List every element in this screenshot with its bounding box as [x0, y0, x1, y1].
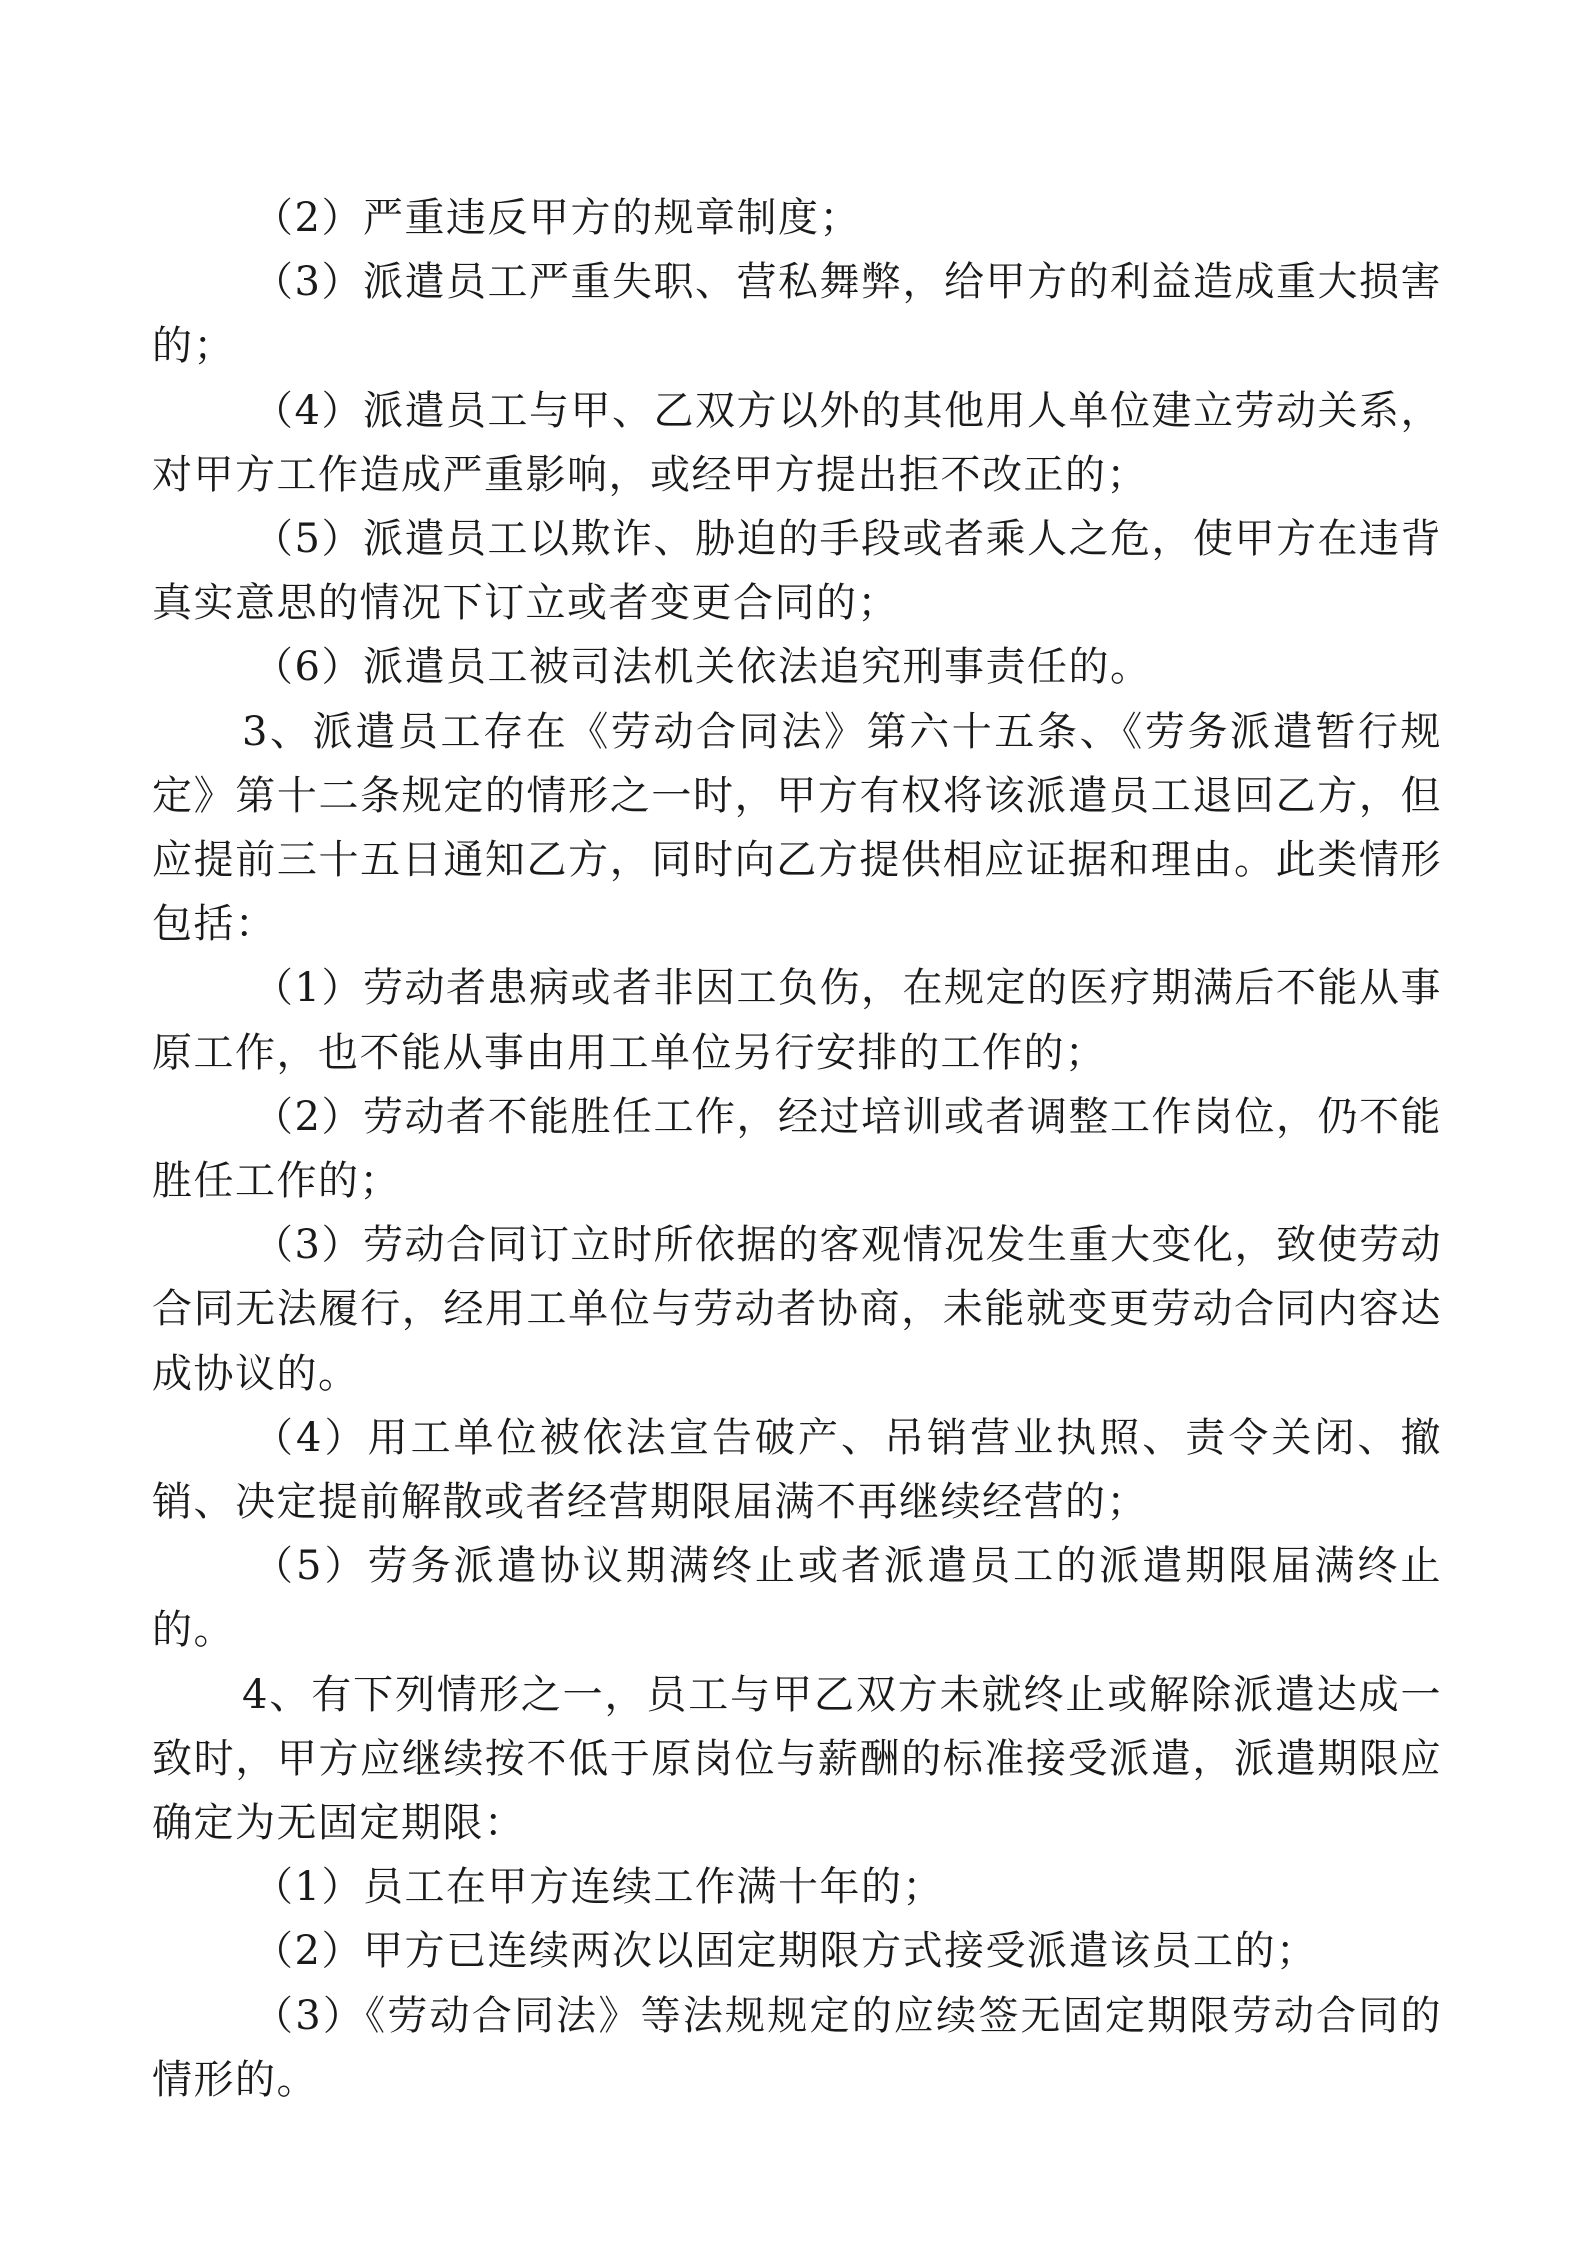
clause-3-item-2: （2）劳动者不能胜任工作，经过培训或者调整工作岗位，仍不能胜任工作的； — [152, 1093, 1442, 1205]
clause-3-item-3: （3）劳动合同订立时所依据的客观情况发生重大变化，致使劳动合同无法履行，经用工单位与劳动者协商，未能就变更劳动合同内容达成协议的。 — [152, 1222, 1442, 1397]
clause-2-item-6: （6）派遣员工被司法机关依法追究刑事责任的。 — [253, 644, 1152, 691]
clause-2-item-5: （5）派遣员工以欺诈、胁迫的手段或者乘人之危，使甲方在违背真实意思的情况下订立或者变更合同的； — [152, 516, 1442, 627]
clause-4: 4、有下列情形之一，员工与甲乙双方未就终止或解除派遣达成一致时，甲方应继续按不低于原岗位与薪酬的标准接受派遣，派遣期限应确定为无固定期限： — [152, 1671, 1442, 1847]
clause-3-item-4: （4）用工单位被依法宣告破产、吊销营业执照、责令关闭、撤销、决定提前解散或者经营期限届满不再继续经营的； — [152, 1414, 1442, 1526]
clause-4-item-3: （3）《劳动合同法》等法规规定的应续签无固定期限劳动合同的情形的。 — [152, 1992, 1442, 2103]
document-body — [152, 186, 1442, 2112]
clause-4-item-2: （2）甲方已连续两次以固定期限方式接受派遣该员工的； — [253, 1928, 1318, 1975]
clause-3-item-1: （1）劳动者患病或者非因工负伤，在规定的医疗期满后不能从事原工作，也不能从事由用工单位另行安排的工作的； — [152, 965, 1442, 1076]
clause-2-item-3: （3）派遣员工严重失职、营私舞弊，给甲方的利益造成重大损害的； — [152, 259, 1442, 370]
clause-2-item-4: （4）派遣员工与甲、乙双方以外的其他用人单位建立劳动关系，对甲方工作造成严重影响，或经甲方提出拒不改正的； — [152, 387, 1442, 498]
clause-3-item-5: （5）劳务派遣协议期满终止或者派遣员工的派遣期限届满终止的。 — [152, 1543, 1442, 1654]
clause-4-item-1: （1）员工在甲方连续工作满十年的； — [253, 1864, 944, 1911]
clause-2-item-2: （2）严重违反甲方的规章制度； — [253, 195, 861, 241]
clause-3: 3、派遣员工存在《劳动合同法》第六十五条、《劳务派遣暂行规定》第十二条规定的情形之一时，甲方有权将该派遣员工退回乙方，但应提前三十五日通知乙方，同时向乙方提供相应证据和理由。此类情形包括： — [152, 708, 1442, 948]
